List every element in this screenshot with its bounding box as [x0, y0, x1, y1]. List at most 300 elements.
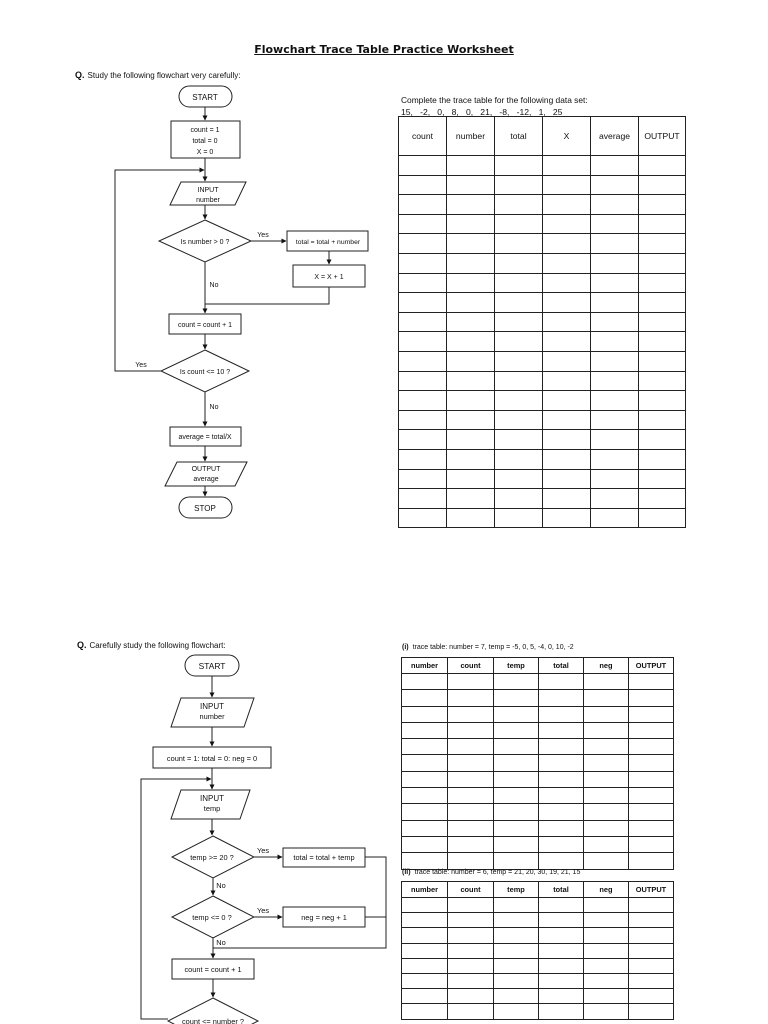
table-cell[interactable] [591, 312, 639, 332]
table-cell[interactable] [447, 449, 495, 469]
table-cell[interactable] [539, 771, 584, 787]
table-cell[interactable] [543, 293, 591, 313]
table-cell[interactable] [448, 853, 494, 869]
table-cell[interactable] [539, 836, 584, 852]
question-2-prompt [77, 640, 226, 650]
table-cell[interactable] [494, 674, 539, 690]
table-cell[interactable] [543, 273, 591, 293]
table-cell[interactable] [402, 722, 448, 738]
table-cell[interactable] [494, 722, 539, 738]
table-cell[interactable] [639, 449, 686, 469]
table-cell[interactable] [539, 820, 584, 836]
table-cell[interactable] [447, 469, 495, 489]
table-cell[interactable] [494, 853, 539, 869]
table-cell[interactable] [402, 853, 448, 869]
table-cell[interactable] [447, 156, 495, 176]
table-cell[interactable] [584, 690, 629, 706]
table-cell[interactable] [447, 332, 495, 352]
trace-3-caption [402, 869, 580, 876]
table-cell[interactable] [402, 943, 448, 958]
table-cell[interactable] [629, 898, 674, 913]
table-cell[interactable] [584, 943, 629, 958]
table-cell[interactable] [494, 989, 539, 1004]
trace-1-col-average: average [591, 117, 639, 156]
table-cell[interactable] [448, 739, 494, 755]
table-cell[interactable] [543, 449, 591, 469]
table-cell[interactable] [447, 391, 495, 411]
table-cell[interactable] [639, 489, 686, 509]
table-cell[interactable] [639, 293, 686, 313]
table-cell[interactable] [543, 508, 591, 528]
table-cell[interactable] [399, 489, 447, 509]
table-cell[interactable] [584, 958, 629, 973]
table-cell[interactable] [495, 332, 543, 352]
trace-1-data-set: 15, -2, 0, 8, 0, 21, -8, -12, 1, 25 [401, 107, 563, 117]
table-cell[interactable] [402, 898, 448, 913]
table-cell[interactable] [591, 410, 639, 430]
table-row [399, 156, 686, 176]
table-cell[interactable] [495, 234, 543, 254]
table-cell[interactable] [639, 273, 686, 293]
table-cell[interactable] [402, 690, 448, 706]
table-cell[interactable] [399, 371, 447, 391]
trace-table-3-body [402, 898, 674, 1020]
table-row [402, 771, 674, 787]
trace-2-col-temp: temp [494, 658, 539, 674]
table-row [402, 958, 674, 973]
fc1-total-label: total = total + number [295, 239, 361, 246]
table-cell[interactable] [584, 771, 629, 787]
table-cell[interactable] [494, 928, 539, 943]
table-cell[interactable] [402, 958, 448, 973]
table-cell[interactable] [591, 371, 639, 391]
table-cell[interactable] [448, 690, 494, 706]
table-cell[interactable] [495, 293, 543, 313]
table-cell[interactable] [494, 804, 539, 820]
table-cell[interactable] [639, 391, 686, 411]
table-cell[interactable] [399, 508, 447, 528]
table-row [399, 449, 686, 469]
table-cell[interactable] [399, 410, 447, 430]
table-cell[interactable] [539, 898, 584, 913]
trace-2-col-neg: neg [584, 658, 629, 674]
fc2-init-label: count = 1: total = 0: neg = 0 [166, 754, 258, 763]
table-cell[interactable] [447, 508, 495, 528]
table-cell[interactable] [494, 739, 539, 755]
table-row [402, 928, 674, 943]
table-cell[interactable] [399, 214, 447, 234]
table-cell[interactable] [591, 449, 639, 469]
table-cell[interactable] [495, 175, 543, 195]
table-cell[interactable] [639, 156, 686, 176]
table-cell[interactable] [494, 771, 539, 787]
table-cell[interactable] [495, 489, 543, 509]
fc2-decision-count-label: count <= number ? [181, 1017, 245, 1024]
fc2-total-label: total = total + temp [293, 853, 355, 862]
table-cell[interactable] [447, 293, 495, 313]
table-cell[interactable] [543, 430, 591, 450]
table-cell[interactable] [584, 788, 629, 804]
table-cell[interactable] [495, 371, 543, 391]
table-cell[interactable] [402, 788, 448, 804]
table-cell[interactable] [448, 913, 494, 928]
table-cell[interactable] [639, 253, 686, 273]
table-cell[interactable] [494, 943, 539, 958]
table-cell[interactable] [629, 690, 674, 706]
table-cell[interactable] [543, 489, 591, 509]
trace-table-2-header [402, 658, 674, 674]
table-cell[interactable] [629, 1004, 674, 1019]
table-cell[interactable] [448, 836, 494, 852]
table-cell[interactable] [639, 351, 686, 371]
table-cell[interactable] [591, 489, 639, 509]
table-cell[interactable] [629, 958, 674, 973]
table-cell[interactable] [539, 913, 584, 928]
table-cell[interactable] [591, 391, 639, 411]
table-cell[interactable] [591, 332, 639, 352]
table-cell[interactable] [447, 351, 495, 371]
table-cell[interactable] [447, 195, 495, 215]
table-cell[interactable] [543, 312, 591, 332]
table-row [399, 293, 686, 313]
trace-table-3 [401, 881, 674, 1020]
table-cell[interactable] [543, 371, 591, 391]
table-cell[interactable] [584, 913, 629, 928]
table-cell[interactable] [495, 195, 543, 215]
trace-2-caption [402, 644, 574, 651]
table-cell[interactable] [591, 430, 639, 450]
table-row [402, 898, 674, 913]
table-cell[interactable] [447, 253, 495, 273]
table-cell[interactable] [543, 234, 591, 254]
trace-table-1 [398, 116, 686, 528]
table-cell[interactable] [495, 351, 543, 371]
table-cell[interactable] [448, 788, 494, 804]
table-cell[interactable] [543, 156, 591, 176]
table-cell[interactable] [447, 234, 495, 254]
table-cell[interactable] [399, 293, 447, 313]
table-cell[interactable] [584, 755, 629, 771]
table-cell[interactable] [399, 430, 447, 450]
table-cell[interactable] [448, 706, 494, 722]
trace-3-col-output: OUTPUT [629, 882, 674, 898]
table-cell[interactable] [629, 771, 674, 787]
fc2-yes-label-2: Yes [256, 906, 270, 915]
table-cell[interactable] [495, 273, 543, 293]
table-cell[interactable] [539, 788, 584, 804]
table-cell[interactable] [584, 928, 629, 943]
table-cell[interactable] [495, 449, 543, 469]
table-row [402, 913, 674, 928]
trace-1-col-x: X [543, 117, 591, 156]
table-cell[interactable] [639, 469, 686, 489]
table-cell[interactable] [539, 804, 584, 820]
table-cell[interactable] [447, 410, 495, 430]
table-cell[interactable] [399, 175, 447, 195]
table-cell[interactable] [494, 706, 539, 722]
table-cell[interactable] [639, 410, 686, 430]
table-cell[interactable] [591, 508, 639, 528]
table-cell[interactable] [543, 175, 591, 195]
fc1-no-label-1: No [209, 282, 219, 289]
table-cell[interactable] [629, 755, 674, 771]
table-cell[interactable] [591, 156, 639, 176]
fc1-decision-count-label: Is count <= 10 ? [179, 369, 231, 376]
table-cell[interactable] [539, 1004, 584, 1019]
table-cell[interactable] [539, 973, 584, 988]
table-cell[interactable] [495, 508, 543, 528]
table-cell[interactable] [448, 958, 494, 973]
table-cell[interactable] [494, 755, 539, 771]
table-cell[interactable] [495, 214, 543, 234]
table-cell[interactable] [448, 898, 494, 913]
table-cell[interactable] [543, 410, 591, 430]
table-cell[interactable] [639, 312, 686, 332]
table-cell[interactable] [539, 943, 584, 958]
table-cell[interactable] [591, 234, 639, 254]
table-cell[interactable] [402, 804, 448, 820]
table-row [402, 755, 674, 771]
table-cell[interactable] [399, 195, 447, 215]
table-cell[interactable] [584, 898, 629, 913]
table-cell[interactable] [399, 449, 447, 469]
question-1-text: Study the following flowchart very carefully: [87, 71, 241, 80]
table-cell[interactable] [494, 958, 539, 973]
table-cell[interactable] [399, 351, 447, 371]
table-cell[interactable] [399, 332, 447, 352]
table-row [402, 836, 674, 852]
table-cell[interactable] [543, 214, 591, 234]
table-cell[interactable] [629, 836, 674, 852]
table-cell[interactable] [629, 928, 674, 943]
table-cell[interactable] [495, 156, 543, 176]
table-cell[interactable] [629, 853, 674, 869]
table-row [402, 706, 674, 722]
table-cell[interactable] [639, 332, 686, 352]
table-cell[interactable] [584, 1004, 629, 1019]
table-cell[interactable] [402, 836, 448, 852]
table-cell[interactable] [448, 1004, 494, 1019]
table-cell[interactable] [591, 253, 639, 273]
table-cell[interactable] [448, 943, 494, 958]
fc1-stop-label: STOP [194, 504, 216, 513]
fc2-decision-temp-high-label: temp >= 20 ? [190, 853, 234, 862]
table-cell[interactable] [591, 351, 639, 371]
table-cell[interactable] [629, 674, 674, 690]
table-cell[interactable] [448, 928, 494, 943]
fc1-count-label: count = count + 1 [177, 322, 233, 329]
fc2-neg-label: neg = neg + 1 [301, 913, 347, 922]
table-cell[interactable] [495, 430, 543, 450]
table-cell[interactable] [402, 1004, 448, 1019]
table-cell[interactable] [495, 410, 543, 430]
table-cell[interactable] [494, 690, 539, 706]
table-cell[interactable] [494, 913, 539, 928]
trace-1-col-number: number [447, 117, 495, 156]
table-cell[interactable] [448, 820, 494, 836]
table-cell[interactable] [402, 739, 448, 755]
table-row [399, 371, 686, 391]
table-cell[interactable] [639, 430, 686, 450]
table-cell[interactable] [402, 973, 448, 988]
table-cell[interactable] [584, 973, 629, 988]
table-cell[interactable] [447, 312, 495, 332]
table-cell[interactable] [629, 973, 674, 988]
table-cell[interactable] [494, 973, 539, 988]
fc2-count-label: count = count + 1 [184, 965, 242, 974]
table-cell[interactable] [402, 820, 448, 836]
table-cell[interactable] [448, 989, 494, 1004]
table-row [402, 804, 674, 820]
fc1-no-label-2: No [209, 404, 219, 411]
table-cell[interactable] [448, 755, 494, 771]
table-cell[interactable] [543, 332, 591, 352]
table-cell[interactable] [543, 469, 591, 489]
table-cell[interactable] [629, 788, 674, 804]
table-cell[interactable] [399, 273, 447, 293]
table-cell[interactable] [639, 195, 686, 215]
table-cell[interactable] [584, 674, 629, 690]
table-row [402, 788, 674, 804]
table-cell[interactable] [447, 175, 495, 195]
table-cell[interactable] [402, 755, 448, 771]
table-cell[interactable] [495, 469, 543, 489]
table-cell[interactable] [399, 391, 447, 411]
table-cell[interactable] [629, 820, 674, 836]
table-row [399, 489, 686, 509]
table-cell[interactable] [584, 706, 629, 722]
trace-table-1-body [399, 156, 686, 528]
table-cell[interactable] [591, 469, 639, 489]
table-cell[interactable] [494, 836, 539, 852]
table-cell[interactable] [399, 469, 447, 489]
table-cell[interactable] [402, 989, 448, 1004]
trace-3-caption-text: trace table: number = 6, temp = 21, 20, 30, 19, 21, 15 [414, 869, 581, 876]
table-cell[interactable] [639, 371, 686, 391]
trace-1-instruction: Complete the trace table for the following data set: [401, 95, 588, 105]
trace-table-2 [401, 657, 674, 870]
table-cell[interactable] [629, 804, 674, 820]
table-cell[interactable] [543, 351, 591, 371]
table-row [399, 195, 686, 215]
table-cell[interactable] [539, 722, 584, 738]
fc2-no-label-2: No [216, 938, 226, 947]
table-cell[interactable] [539, 674, 584, 690]
table-cell[interactable] [629, 739, 674, 755]
table-row [399, 234, 686, 254]
trace-2-col-output: OUTPUT [629, 658, 674, 674]
table-cell[interactable] [447, 430, 495, 450]
table-cell[interactable] [584, 853, 629, 869]
table-row [399, 312, 686, 332]
table-cell[interactable] [591, 195, 639, 215]
table-cell[interactable] [639, 175, 686, 195]
table-row [402, 722, 674, 738]
trace-table-1-header [399, 117, 686, 156]
fc1-init-line-3: X = 0 [196, 149, 214, 156]
table-cell[interactable] [494, 820, 539, 836]
fc1-init-line-2: total = 0 [192, 138, 218, 145]
table-cell[interactable] [447, 489, 495, 509]
table-row [402, 690, 674, 706]
table-cell[interactable] [399, 234, 447, 254]
table-cell[interactable] [539, 928, 584, 943]
table-cell[interactable] [591, 273, 639, 293]
table-cell[interactable] [629, 989, 674, 1004]
table-cell[interactable] [584, 804, 629, 820]
table-cell[interactable] [591, 175, 639, 195]
table-cell[interactable] [629, 706, 674, 722]
table-cell[interactable] [539, 853, 584, 869]
table-cell[interactable] [402, 771, 448, 787]
table-cell[interactable] [448, 804, 494, 820]
table-row [399, 253, 686, 273]
table-cell[interactable] [494, 898, 539, 913]
table-cell[interactable] [584, 989, 629, 1004]
trace-2-caption-text: trace table: number = 7, temp = -5, 0, 5, -4, 0, 10, -2 [412, 644, 574, 651]
table-cell[interactable] [447, 273, 495, 293]
trace-2-col-total: total [539, 658, 584, 674]
table-cell[interactable] [539, 755, 584, 771]
table-cell[interactable] [543, 391, 591, 411]
table-row [402, 1004, 674, 1019]
fc1-x-label: X = X + 1 [314, 274, 344, 281]
table-cell[interactable] [539, 739, 584, 755]
table-row [399, 430, 686, 450]
table-cell[interactable] [629, 722, 674, 738]
table-cell[interactable] [629, 913, 674, 928]
table-cell[interactable] [402, 928, 448, 943]
table-cell[interactable] [402, 674, 448, 690]
table-row [402, 943, 674, 958]
table-cell[interactable] [639, 214, 686, 234]
table-cell[interactable] [447, 214, 495, 234]
table-cell[interactable] [402, 706, 448, 722]
table-row [399, 508, 686, 528]
table-cell[interactable] [584, 820, 629, 836]
trace-table-2-body [402, 674, 674, 870]
table-cell[interactable] [639, 234, 686, 254]
table-cell[interactable] [494, 788, 539, 804]
table-cell[interactable] [629, 943, 674, 958]
table-cell[interactable] [539, 706, 584, 722]
table-cell[interactable] [584, 739, 629, 755]
table-cell[interactable] [448, 722, 494, 738]
table-cell[interactable] [584, 722, 629, 738]
table-cell[interactable] [639, 508, 686, 528]
table-cell[interactable] [448, 771, 494, 787]
table-cell[interactable] [543, 253, 591, 273]
table-cell[interactable] [543, 195, 591, 215]
table-cell[interactable] [448, 973, 494, 988]
table-cell[interactable] [448, 674, 494, 690]
table-cell[interactable] [402, 913, 448, 928]
table-cell[interactable] [591, 214, 639, 234]
table-cell[interactable] [399, 156, 447, 176]
table-cell[interactable] [584, 836, 629, 852]
table-cell[interactable] [495, 391, 543, 411]
table-cell[interactable] [539, 690, 584, 706]
table-cell[interactable] [495, 312, 543, 332]
table-cell[interactable] [399, 253, 447, 273]
table-cell[interactable] [399, 312, 447, 332]
table-cell[interactable] [447, 371, 495, 391]
table-cell[interactable] [495, 253, 543, 273]
table-cell[interactable] [494, 1004, 539, 1019]
table-cell[interactable] [539, 989, 584, 1004]
table-cell[interactable] [539, 958, 584, 973]
table-cell[interactable] [591, 293, 639, 313]
